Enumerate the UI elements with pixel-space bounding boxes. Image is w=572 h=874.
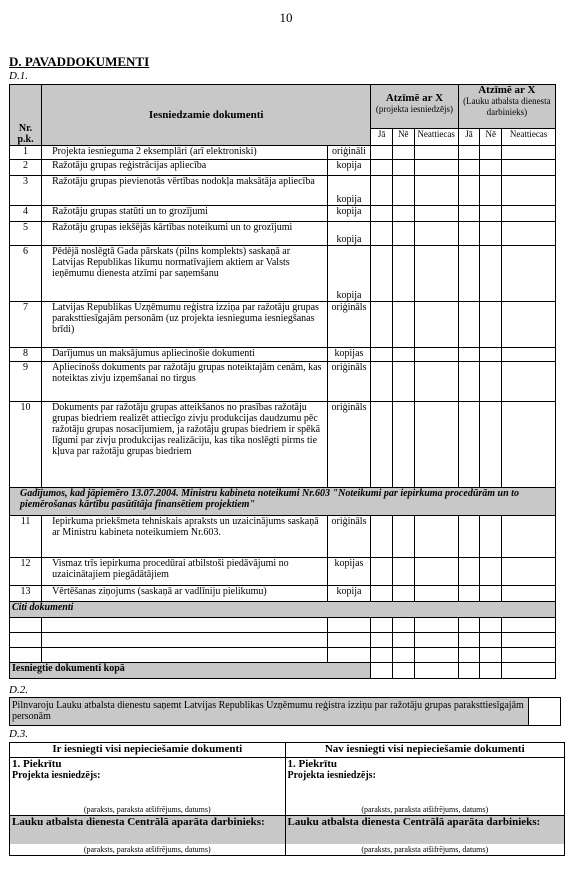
mark-cell[interactable] — [392, 348, 414, 362]
mark-cell[interactable] — [371, 558, 393, 586]
document-row — [10, 362, 556, 402]
row-doc-type: kopija — [327, 246, 370, 302]
row-document: Ražotāju grupas pievienotās vērtības nodokļa maksātāja apliecība — [42, 176, 328, 206]
row-document: Vismaz trīs iepirkuma procedūrai atbilstoši piedāvājumi no uzaicinātajiem piegādātājiem — [42, 558, 328, 586]
d2-label: D.2. — [9, 684, 28, 696]
mark-cell[interactable] — [371, 222, 393, 246]
mark-cell[interactable] — [392, 176, 414, 206]
d3-right-staff-sign-hint: (paraksts, paraksta atšifrējums, datums) — [286, 844, 565, 855]
mark-cell[interactable] — [371, 206, 393, 222]
mark-cell[interactable] — [458, 160, 480, 176]
row-nr: 13 — [10, 586, 42, 602]
d3-right-staff-cell[interactable] — [285, 816, 565, 856]
blank-cell[interactable] — [10, 648, 42, 663]
document-row — [10, 558, 556, 586]
row-nr: 3 — [10, 176, 42, 206]
blank-cell[interactable] — [458, 633, 480, 648]
mark-cell[interactable] — [502, 160, 556, 176]
row-doc-type: oriģināls — [327, 402, 370, 488]
row-doc-type: kopijas — [327, 348, 370, 362]
mark-cell[interactable] — [502, 558, 556, 586]
mark-cell[interactable] — [458, 348, 480, 362]
mark-cell[interactable] — [480, 302, 502, 348]
col-neattiecas: Neattiecas — [414, 129, 458, 146]
document-row — [10, 302, 556, 348]
mark-cell[interactable] — [371, 348, 393, 362]
document-row — [10, 222, 556, 246]
mark-cell[interactable] — [371, 160, 393, 176]
d2-authorization-text: Pilnvaroju Lauku atbalsta dienestu saņemt Latvijas Republikas Uzņēmumu reģistra izziņu par ražotāju grupas paraksttiesīgajām personām — [10, 698, 529, 726]
mark-cell[interactable] — [392, 146, 414, 160]
header-documents: Iesniedzamie dokumenti — [42, 85, 371, 146]
mark-cell[interactable] — [458, 246, 480, 302]
d3-right-sign-hint: (paraksts, paraksta atšifrējums, datums) — [361, 805, 489, 814]
mark-cell[interactable] — [414, 160, 458, 176]
section-title: D. PAVADDOKUMENTI — [9, 54, 150, 69]
mark-cell[interactable] — [458, 586, 480, 602]
blank-cell[interactable] — [480, 633, 502, 648]
mark-cell[interactable] — [502, 586, 556, 602]
mark-cell[interactable] — [502, 516, 556, 558]
row-doc-type: kopija — [327, 222, 370, 246]
mark-cell[interactable] — [414, 302, 458, 348]
blank-cell[interactable] — [480, 648, 502, 663]
d1-label: D.1. — [9, 70, 28, 82]
row-doc-type: oriģināls — [327, 302, 370, 348]
blank-cell[interactable] — [42, 648, 328, 663]
row-doc-type: kopija — [327, 160, 370, 176]
document-row — [10, 348, 556, 362]
blank-row — [10, 633, 556, 648]
mark-cell[interactable] — [414, 246, 458, 302]
mark-cell[interactable] — [392, 206, 414, 222]
d3-right-agree-cell[interactable] — [285, 758, 565, 816]
row-document: Ražotāju grupas statūti un to grozījumi — [42, 206, 328, 222]
case-header: Gadījumos, kad jāpiemēro 13.07.2004. Ministru kabineta noteikumi Nr.603 "Noteikumi par iepirkuma procedūrām un to piemērošanas kārtību pasūtītāja finansētiem projektiem" — [10, 488, 556, 516]
blank-cell[interactable] — [414, 648, 458, 663]
mark-cell[interactable] — [392, 222, 414, 246]
mark-cell[interactable] — [480, 246, 502, 302]
mark-cell[interactable] — [458, 222, 480, 246]
blank-cell[interactable] — [414, 633, 458, 648]
d3-left-staff: Lauku atbalsta dienesta Centrālā aparāta darbinieks: — [12, 816, 265, 828]
mark-cell[interactable] — [458, 146, 480, 160]
header-applicant-mark — [371, 85, 458, 129]
blank-cell[interactable] — [392, 633, 414, 648]
row-nr: 5 — [10, 222, 42, 246]
col-neattiecas-2: Neattiecas — [502, 129, 556, 146]
blank-cell[interactable] — [458, 618, 480, 633]
d3-right-agree: 1. Piekrītu — [287, 758, 337, 770]
mark-cell[interactable] — [480, 348, 502, 362]
mark-cell[interactable] — [414, 146, 458, 160]
mark-cell[interactable] — [480, 362, 502, 402]
row-nr: 12 — [10, 558, 42, 586]
mark-cell[interactable] — [458, 516, 480, 558]
mark-cell[interactable] — [458, 558, 480, 586]
col-ne-2: Nē — [480, 129, 502, 146]
page-number: 10 — [279, 10, 293, 25]
row-document: Apliecinošs dokuments par ražotāju grupas noteiktajām cenām, kas noteiktas zivju izņemšanai no tirgus — [42, 362, 328, 402]
d3-left-agree-cell[interactable] — [10, 758, 286, 816]
mark-cell[interactable] — [480, 402, 502, 488]
mark-cell[interactable] — [480, 176, 502, 206]
row-document: Ražotāju grupas reģistrācijas apliecība — [42, 160, 328, 176]
blank-cell[interactable] — [371, 633, 393, 648]
row-document: Pēdējā noslēgtā Gada pārskats (pilns komplekts) saskaņā ar Latvijas Republikas likumu normatīvajiem aktiem ar Valsts ieņēmumu dienesta atzīmi par saņemšanu — [42, 246, 328, 302]
mark-cell[interactable] — [371, 516, 393, 558]
document-row — [10, 586, 556, 602]
mark-cell[interactable] — [480, 222, 502, 246]
header-nr: Nr. p.k. — [10, 85, 42, 146]
mark-cell[interactable] — [480, 558, 502, 586]
row-nr: 10 — [10, 402, 42, 488]
mark-cell[interactable] — [392, 362, 414, 402]
mark-cell[interactable] — [371, 402, 393, 488]
d3-complete-head: Ir iesniegti visi nepieciešamie dokumenti — [10, 743, 286, 758]
d3-left-sign-hint: (paraksts, paraksta atšifrējums, datums) — [83, 805, 211, 814]
row-doc-type: kopija — [327, 586, 370, 602]
d3-right-applicant: Projekta iesniedzējs: — [287, 770, 376, 781]
row-doc-type: kopija — [327, 206, 370, 222]
mark-cell[interactable] — [502, 302, 556, 348]
blank-cell[interactable] — [392, 648, 414, 663]
blank-cell[interactable] — [10, 618, 42, 633]
d3-incomplete-head: Nav iesniegti visi nepieciešamie dokumenti — [285, 743, 565, 758]
staff-mark-sub: (Lauku atbalsta dienesta darbinieks) — [463, 96, 551, 117]
blank-cell[interactable] — [327, 633, 370, 648]
mark-cell[interactable] — [414, 516, 458, 558]
row-doc-type: oriģināli — [327, 146, 370, 160]
mark-cell[interactable] — [371, 302, 393, 348]
blank-cell[interactable] — [458, 648, 480, 663]
d3-left-agree: 1. Piekrītu — [12, 758, 62, 770]
d3-left-applicant: Projekta iesniedzējs: — [12, 770, 101, 781]
mark-cell[interactable] — [414, 558, 458, 586]
mark-cell[interactable] — [414, 176, 458, 206]
mark-cell[interactable] — [502, 146, 556, 160]
d3-left-staff-sign-hint: (paraksts, paraksta atšifrējums, datums) — [10, 844, 285, 855]
mark-cell[interactable] — [458, 362, 480, 402]
row-document: Ražotāju grupas iekšējās kārtības noteikumi un to grozījumi — [42, 222, 328, 246]
mark-cell[interactable] — [392, 402, 414, 488]
row-nr: 1 — [10, 146, 42, 160]
blank-cell[interactable] — [414, 618, 458, 633]
blank-cell[interactable] — [327, 648, 370, 663]
mark-cell[interactable] — [502, 362, 556, 402]
mark-cell[interactable] — [480, 160, 502, 176]
blank-cell[interactable] — [392, 618, 414, 633]
applicant-mark-sub: (projekta iesniedzējs) — [375, 104, 454, 114]
mark-cell[interactable] — [392, 516, 414, 558]
row-document: Projekta iesnieguma 2 eksemplāri (arī elektroniski) — [42, 146, 328, 160]
row-nr: 8 — [10, 348, 42, 362]
blank-cell[interactable] — [371, 618, 393, 633]
blank-row — [10, 648, 556, 663]
mark-cell[interactable] — [480, 586, 502, 602]
applicant-mark-title: Atzīmē ar X — [385, 92, 444, 104]
staff-mark-title: Atzīmē ar X — [478, 84, 536, 96]
document-row — [10, 176, 556, 206]
d3-left-staff-cell[interactable] — [10, 816, 286, 856]
mark-cell[interactable] — [371, 362, 393, 402]
document-row — [10, 206, 556, 222]
row-nr: 4 — [10, 206, 42, 222]
total-label: Iesniegtie dokumenti kopā — [10, 663, 371, 679]
row-document: Vērtēšanas ziņojums (saskaņā ar vadlīniju pielikumu) — [42, 586, 328, 602]
mark-cell[interactable] — [458, 402, 480, 488]
mark-cell[interactable] — [502, 206, 556, 222]
row-document: Iepirkuma priekšmeta tehniskais apraksts un uzaicinājums saskaņā ar Ministru kabineta noteikumiem Nr.603. — [42, 516, 328, 558]
row-document: Dokuments par ražotāju grupas atteikšanos no prasības ražotāju grupas biedriem realizēt attiecīgo zivju produkcijas daudzumu pēc ražotāju grupas nosacījumiem, ja ražotāju grupas biedriem ir spēkā līgumi par zivju produkcijas realizāciju, kas tika noslēgti pirms tie kļuva par ražotāju grupas biedriem — [42, 402, 328, 488]
row-document: Latvijas Republikas Uzņēmumu reģistra izziņa par ražotāju grupas paraksttiesīgajām personām (uz projekta iesnieguma iesniegšanas brīdi) — [42, 302, 328, 348]
blank-cell[interactable] — [480, 618, 502, 633]
d3-label: D.3. — [9, 728, 28, 740]
row-doc-type: oriģināls — [327, 516, 370, 558]
document-row — [10, 246, 556, 302]
mark-cell[interactable] — [458, 302, 480, 348]
mark-cell[interactable] — [502, 222, 556, 246]
row-document: Darījumus un maksājumus apliecinošie dokumenti — [42, 348, 328, 362]
mark-cell[interactable] — [371, 246, 393, 302]
row-nr: 9 — [10, 362, 42, 402]
blank-cell[interactable] — [502, 633, 556, 648]
blank-row — [10, 618, 556, 633]
documents-table — [9, 84, 556, 679]
blank-cell[interactable] — [10, 633, 42, 648]
mark-cell[interactable] — [502, 246, 556, 302]
header-staff-mark — [458, 85, 555, 129]
blank-cell[interactable] — [502, 618, 556, 633]
blank-cell[interactable] — [327, 618, 370, 633]
document-row — [10, 516, 556, 558]
mark-cell[interactable] — [502, 402, 556, 488]
col-ne: Nē — [392, 129, 414, 146]
d3-right-staff: Lauku atbalsta dienesta Centrālā aparāta darbinieks: — [287, 816, 541, 828]
mark-cell[interactable] — [392, 246, 414, 302]
document-row — [10, 402, 556, 488]
mark-cell[interactable] — [414, 222, 458, 246]
mark-cell[interactable] — [502, 176, 556, 206]
mark-cell[interactable] — [480, 146, 502, 160]
mark-cell[interactable] — [371, 146, 393, 160]
row-doc-type: kopijas — [327, 558, 370, 586]
mark-cell[interactable] — [371, 586, 393, 602]
mark-cell[interactable] — [480, 516, 502, 558]
mark-cell[interactable] — [392, 302, 414, 348]
col-ja: Jā — [371, 129, 393, 146]
mark-cell[interactable] — [458, 206, 480, 222]
mark-cell[interactable] — [502, 348, 556, 362]
mark-cell[interactable] — [480, 206, 502, 222]
d2-table — [9, 697, 561, 726]
mark-cell[interactable] — [414, 586, 458, 602]
mark-cell[interactable] — [414, 362, 458, 402]
mark-cell[interactable] — [414, 206, 458, 222]
mark-cell[interactable] — [414, 348, 458, 362]
row-nr: 11 — [10, 516, 42, 558]
mark-cell[interactable] — [392, 160, 414, 176]
d2-checkbox[interactable] — [529, 698, 561, 726]
mark-cell[interactable] — [392, 558, 414, 586]
mark-cell[interactable] — [414, 402, 458, 488]
blank-cell[interactable] — [371, 648, 393, 663]
blank-cell[interactable] — [502, 648, 556, 663]
document-row — [10, 146, 556, 160]
mark-cell[interactable] — [458, 176, 480, 206]
blank-cell[interactable] — [42, 633, 328, 648]
document-row — [10, 160, 556, 176]
d3-table — [9, 742, 565, 856]
mark-cell[interactable] — [371, 176, 393, 206]
row-doc-type: kopija — [327, 176, 370, 206]
row-nr: 2 — [10, 160, 42, 176]
row-nr: 7 — [10, 302, 42, 348]
other-docs-header: Citi dokumenti — [10, 602, 556, 618]
mark-cell[interactable] — [392, 586, 414, 602]
row-doc-type: oriģināls — [327, 362, 370, 402]
col-ja-2: Jā — [458, 129, 480, 146]
row-nr: 6 — [10, 246, 42, 302]
blank-cell[interactable] — [42, 618, 328, 633]
